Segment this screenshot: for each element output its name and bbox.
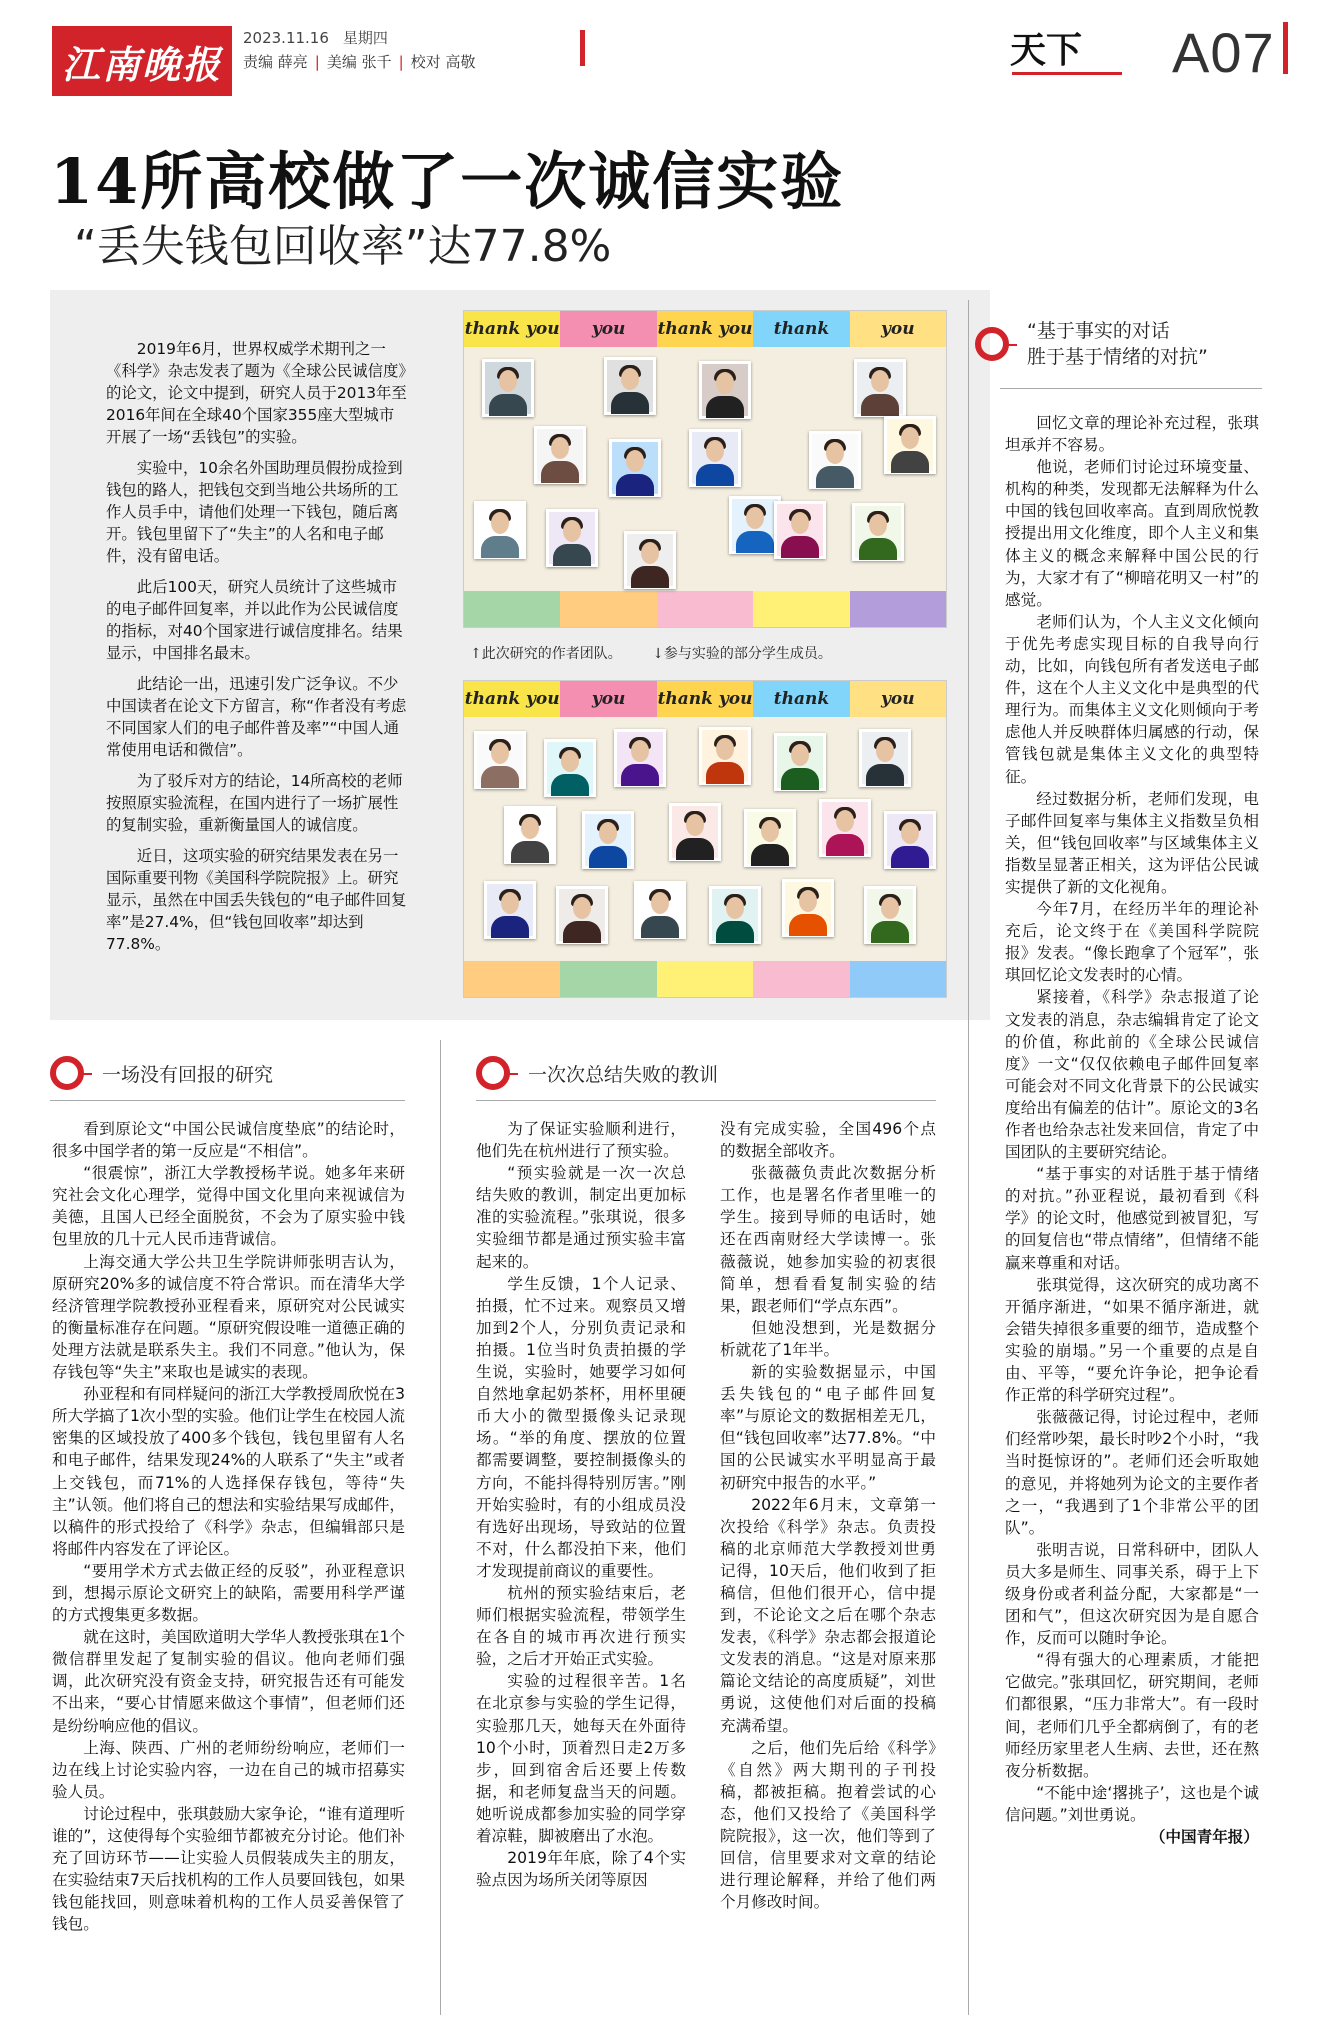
article-source: （中国青年报）: [1149, 1828, 1259, 1846]
portrait-photo: [854, 359, 906, 417]
paragraph: 学生反馈，1个人记录、拍摄，忙不过来。观察员又增加到2个人，分别负责记录和拍摄。1位当时负责拍摄的学生说，实验时，她要学习如何自然地拿起奶茶杯，用杯里硬币大小的微型摄像头记录现场。“举的角度、摆放的位置都需要调整，要控制摄像头的方向，不能抖得特别厉害。”刚开始实验时，有的小组成员没有选好出现场，导致站的位置不对，什么都没拍下来，他们才发现提前商议的重要性。: [476, 1274, 686, 1580]
lead-paragraph: 2019年6月，世界权威学术期刊之一《科学》杂志发表了题为《全球公民诚信度》的论文，论文中提到，研究人员于2013年至2016年间在全球40个国家355座大型城市开展了一场“丢钱包”的实验。: [106, 340, 407, 446]
sticky-note: thank you: [464, 311, 560, 347]
header-red-mark: [580, 30, 585, 66]
section-underline: [1012, 72, 1122, 75]
paragraph: “不能中途‘撂挑子’，这也是个诚信问题。”刘世勇说。: [1005, 1783, 1259, 1824]
bottom-stickers: [464, 591, 946, 627]
portrait-photo: [609, 439, 661, 497]
red-circle-icon: [476, 1056, 510, 1090]
paragraph: 紧接着，《科学》杂志报道了论文发表的消息，杂志编辑肯定了论文的价值，称此前的《全球公民诚信度》一文“仅仅依赖电子邮件回复率可能会对不同文化背景下的公民诚实度给出有偏差的估计”。原论文的3名作者也给杂志社发来回信，肯定了中国团队的主要研究结论。: [1005, 988, 1259, 1162]
section-title-3-line2: 胜于基于情绪的对抗”: [1027, 346, 1208, 368]
main-headline: 14所高校做了一次诚信实验: [50, 145, 845, 218]
lead-paragraph: 此后100天，研究人员统计了这些城市的电子邮件回复率，并以此作为公民诚信度的指标，对40个国家进行诚信度排名。结果显示，中国排名最末。: [106, 578, 403, 662]
paragraph: “得有强大的心理素质，才能把它做完。”张琪回忆，研究期间，老师们都很累，“压力非常大”。有一段时间，老师们几乎全都病倒了，有的老师经历家里老人生病、去世，还在熬夜分析数据。: [1005, 1651, 1259, 1780]
paragraph: 老师们认为，个人主义文化倾向于优先考虑实现目标的自我导向行动，比如，向钱包所有者发送电子邮件，这在个人主义文化中是典型的代理行为。而集体主义文化则倾向于考虑他人并反映群体归属感的行动，保管钱包就是集体主义文化的典型特征。: [1005, 612, 1259, 786]
paragraph: 他说，老师们讨论过环境变量、机构的种类，发现都无法解释为什么中国的钱包回收率高。直到周欣悦教授提出用文化维度，即个人主义和集体主义的概念来解释中国公民的行为，大家才有了“柳暗花明又一村”的感觉。: [1005, 458, 1259, 609]
paragraph: 为了保证实验顺利进行，他们先在杭州进行了预实验。: [476, 1120, 686, 1161]
editor-credit: 责编 薛亮: [243, 53, 308, 71]
portrait-photo: [504, 806, 556, 864]
paragraph: 讨论过程中，张琪鼓励大家争论，“谁有道理听谁的”，这使得每个实验细节都被充分讨论。他们补充了回访环节——让实验人员假装成失主的朋友，在实验结束7天后找机构的工作人员要回钱包，如果钱包能找回，则意味着机构的工作人员妥善保管了钱包。: [52, 1804, 405, 1934]
paragraph: 张薇薇记得，讨论过程中，老师们经常吵架，最长时吵2个小时，“我当时挺惊讶的”。老师们还会听取她的意见，并将她列为论文的主要作者之一，“我遇到了1个非常公平的团队”。: [1005, 1408, 1259, 1537]
photo-caption: [470, 643, 858, 663]
portrait-photo: [774, 501, 826, 559]
portrait-photo: [669, 803, 721, 861]
portrait-photo: [556, 886, 608, 944]
lead-paragraph: 近日，这项实验的研究结果发表在另一国际重要刊物《美国科学院院报》上。研究显示，虽然在中国丢失钱包的“电子邮件回复率”是27.4%，但“钱包回收率”却达到77.8%。: [106, 847, 407, 953]
paragraph: 回忆文章的理论补充过程，张琪坦承并不容易。: [1005, 414, 1259, 455]
portrait-photo: [689, 429, 741, 487]
caption-bottom: ↓参与实验的部分学生成员。: [652, 646, 832, 662]
proof-credit: 校对 高敬: [410, 53, 476, 71]
portrait-photo: [482, 359, 534, 417]
portrait-photo: [474, 501, 526, 559]
paragraph: 但她没想到，光是数据分析就花了1年半。: [720, 1318, 936, 1359]
portrait-photo: [864, 886, 916, 944]
portrait-photo: [544, 739, 596, 797]
page-edge-mark: [1283, 22, 1288, 74]
section-title-1: 一场没有回报的研究: [102, 1063, 274, 1086]
newspaper-logo: 江南晚报: [52, 26, 232, 96]
red-circle-icon: [975, 327, 1009, 361]
paragraph: 张薇薇负责此次数据分析工作，也是署名作者里唯一的学生。接到导师的电话时，她还在西南财经大学读博一。张薇薇说，她参加实验的初衷很简单，想看看复制实验的结果，跟老师们“学点东西”。: [720, 1164, 936, 1315]
sticky-note: you: [560, 681, 656, 717]
portrait-photo: [709, 886, 761, 944]
bottom-stickers: [464, 961, 946, 997]
portrait-photo: [474, 731, 526, 789]
issue-meta: 2023.11.16 星期四 责编 薛亮 | 美编 张千 | 校对 高敬: [243, 29, 476, 71]
paragraph: 2022年6月末，文章第一次投给《科学》杂志。负责投稿的北京师范大学教授刘世勇记得，10天后，他们收到了拒稿信，但他们很开心，信中提到，不论论文之后在哪个杂志发表，《科学》杂志都会报道论文发表的消息。“这是对原来那篇论文结论的高度质疑”，刘世勇说，这使他们对后面的投稿充满希望。: [720, 1495, 936, 1735]
section-title-3-line1: “基于事实的对话: [1027, 320, 1170, 342]
sub-headline: “丢失钱包回收率”达77.8%: [74, 221, 612, 272]
thank-you-stickers: [464, 681, 946, 717]
divider: [1000, 388, 1262, 389]
page-number: A07: [1172, 21, 1275, 84]
portrait-photo: [484, 881, 536, 939]
sticky-note: thank you: [657, 311, 753, 347]
section-title-2: 一次次总结失败的教训: [528, 1063, 719, 1086]
portrait-photo: [809, 431, 861, 489]
portrait-photo: [884, 416, 936, 474]
article-column-1: [52, 1118, 405, 1935]
portrait-photo: [624, 531, 676, 589]
paragraph: 张琪觉得，这次研究的成功离不开循序渐进，“如果不循序渐进，就会错失掉很多重要的细节，造成整个实验的崩塌。”另一个重要的点是自由、平等，“要允许争论，把争论看作正常的科学研究过程”。: [1005, 1275, 1259, 1405]
red-circle-icon: [50, 1056, 84, 1090]
paragraph: “要用学术方式去做正经的反驳”，孙亚程意识到，想揭示原论文研究上的缺陷，需要用科学严谨的方式搜集更多数据。: [52, 1561, 405, 1625]
section-header-2: [476, 1056, 718, 1090]
portrait-photo: [819, 799, 871, 857]
article-column-3: [720, 1118, 936, 1913]
paragraph: 张明吉说，日常科研中，团队人员大多是师生、同事关系，碍于上下级身份或者利益分配，大家都是“一团和气”，但这次研究因为是自愿合作，反而可以随时争论。: [1005, 1540, 1259, 1648]
designer-credit: 美编 张千: [326, 53, 392, 71]
portrait-photo: [534, 426, 586, 484]
paragraph: 之后，他们先后给《科学》《自然》两大期刊的子刊投稿，都被拒稿。抱着尝试的心态，他们又投给了《美国科学院院报》，这一次，他们等到了回信，信里要求对文章的结论进行理论解释，并给了他们两个月修改时间。: [720, 1738, 936, 1912]
portrait-photo: [582, 811, 634, 869]
paragraph: 看到原论文“中国公民诚信度垫底”的结论时，很多中国学者的第一反应是“不相信”。: [52, 1120, 405, 1161]
sticky-note: thank you: [464, 681, 560, 717]
portrait-photo: [614, 729, 666, 787]
lead-paragraph: 此结论一出，迅速引发广泛争议。不少中国读者在论文下方留言，称“作者没有考虑不同国家人们的电子邮件普及率”“中国人通常使用电话和微信”。: [106, 675, 407, 759]
portrait-photo: [699, 361, 751, 419]
lead-paragraph: 为了驳斥对方的结论，14所高校的老师按照原实验流程，在国内进行了一场扩展性的复制实验，重新衡量国人的诚信度。: [106, 772, 403, 834]
student-members-photo: [463, 680, 947, 998]
paragraph: “很震惊”，浙江大学教授杨芊说。她多年来研究社会文化心理学，觉得中国文化里向来视诚信为美德，且国人已经全面脱贫，不会为了原实验中钱包里放的几十元人民币违背诚信。: [52, 1164, 405, 1249]
paragraph: “基于事实的对话胜于基于情绪的对抗。”孙亚程说，最初看到《科学》的论文时，他感觉到被冒犯，写的回复信也“带点情绪”，但情绪不能赢来尊重和对话。: [1005, 1165, 1259, 1272]
sticky-note: you: [850, 681, 946, 717]
sticky-note: you: [850, 311, 946, 347]
paragraph: 孙亚程和有同样疑问的浙江大学教授周欣悦在3所大学搞了1次小型的实验。他们让学生在校园人流密集的区域投放了400多个钱包，钱包里留有人名和电子邮件，结果发现24%的人联系了“失主”或者上交钱包，而71%的人选择保存钱包，等待“失主”认领。他们将自己的想法和实验结果写成邮件，以稿件的形式投给了《科学》杂志，但编辑部只是将邮件内容发在了评论区。: [52, 1385, 405, 1558]
author-team-photo: [463, 310, 947, 628]
sticky-note: thank: [753, 311, 849, 347]
portrait-photo: [546, 509, 598, 567]
lead-paragraph: 实验中，10余名外国助理员假扮成捡到钱包的路人，把钱包交到当地公共场所的工作人员手中，请他们处理一下钱包，随后离开。钱包里留下了“失主”的人名和电子邮件，没有留电话。: [106, 459, 403, 565]
paragraph: “预实验就是一次一次总结失败的教训，制定出更加标准的实验流程。”张琪说，很多实验细节都是通过预实验丰富起来的。: [476, 1164, 686, 1271]
paragraph: 没有完成实验，全国496个点的数据全部收齐。: [720, 1120, 936, 1161]
portrait-photo: [884, 811, 936, 869]
column-rule: [968, 300, 969, 2015]
paragraph: 就在这时，美国欧道明大学华人教授张琪在1个微信群里发起了复制实验的倡议。他向老师们强调，此次研究没有资金支持，研究报告还有可能发不出来，“要心甘情愿来做这个事情”，但老师们还是纷纷响应他的倡议。: [52, 1628, 405, 1735]
section-header-3: [975, 318, 1208, 370]
caption-top: ↑此次研究的作者团队。: [470, 646, 622, 662]
portrait-photo: [859, 729, 911, 787]
issue-date: 2023.11.16: [243, 29, 329, 47]
portrait-photo: [774, 733, 826, 791]
lead-text: [106, 338, 408, 955]
thank-you-stickers: [464, 311, 946, 347]
sticky-note: thank: [753, 681, 849, 717]
portrait-photo: [744, 809, 796, 867]
paragraph: 今年7月，在经历半年的理论补充后，论文终于在《美国科学院院报》发表。“像长跑拿了个冠军”，张琪回忆论文发表时的心情。: [1005, 900, 1259, 985]
portrait-photo: [699, 727, 751, 785]
divider: [476, 1100, 936, 1101]
section-title-3: [1027, 318, 1208, 370]
article-column-4: [1005, 412, 1259, 1848]
paragraph: 上海交通大学公共卫生学院讲师张明吉认为，原研究20%多的诚信度不符合常识。而在清华大学经济管理学院教授孙亚程看来，原研究对公民诚实的衡量标准存在问题。“原研究假设唯一道德正确的处理方法就是联系失主。我们不同意。”他认为，保存钱包等“失主”来取也是诚实的表现。: [52, 1252, 405, 1382]
divider: [50, 1100, 405, 1101]
sticky-note: thank you: [657, 681, 753, 717]
paragraph: 杭州的预实验结束后，老师们根据实验流程，带领学生在各自的城市再次进行预实验，之后才开始正式实验。: [476, 1583, 686, 1669]
paragraph: 新的实验数据显示，中国丢失钱包的“电子邮件回复率”与原论文的数据相差无几，但“钱包回收率”达77.8%。“中国的公民诚实水平明显高于最初研究中报告的水平。”: [720, 1363, 936, 1492]
paragraph: 2019年年底，除了4个实验点因为场所关闭等原因: [476, 1849, 686, 1890]
portrait-photo: [782, 879, 834, 937]
paragraph: 实验的过程很辛苦。1名在北京参与实验的学生记得，实验那几天，她每天在外面待10个小时，顶着烈日走2万多步，回到宿舍后还要上传数据，和老师复盘当天的问题。她听说成都参加实验的同学穿着凉鞋，脚被磨出了水泡。: [476, 1672, 686, 1845]
section-name: 天下: [1010, 30, 1083, 71]
column-rule: [440, 1040, 441, 2015]
issue-weekday: 星期四: [342, 29, 388, 47]
paragraph: 经过数据分析，老师们发现，电子邮件回复率与集体主义指数呈负相关，但“钱包回收率”与区域集体主义指数呈显著正相关，这为评估公民诚实提供了新的文化视角。: [1005, 789, 1259, 896]
portrait-photo: [634, 881, 686, 939]
portrait-photo: [604, 357, 656, 415]
sticky-note: you: [560, 311, 656, 347]
article-column-2: [476, 1118, 686, 1891]
section-header-1: [50, 1056, 273, 1090]
portrait-photo: [852, 503, 904, 561]
paragraph: 上海、陕西、广州的老师纷纷响应，老师们一边在线上讨论实验内容，一边在自己的城市招募实验人员。: [52, 1738, 405, 1801]
